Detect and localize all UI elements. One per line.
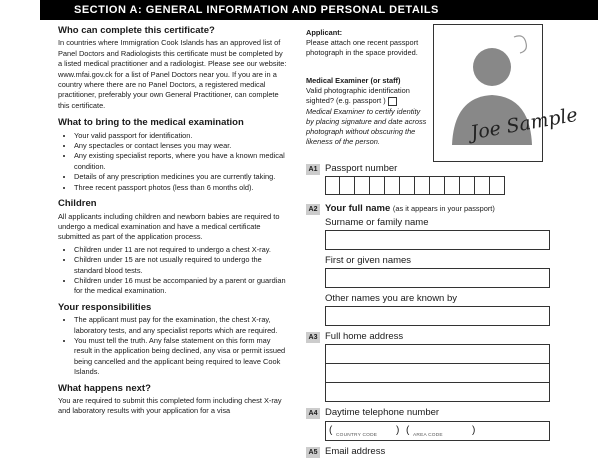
surname-label: Surname or family name (325, 217, 429, 228)
passport-digit-cell[interactable] (475, 176, 490, 195)
given-names-field[interactable] (325, 268, 550, 288)
passport-number-label: Passport number (325, 163, 398, 174)
passport-digit-cell[interactable] (490, 176, 505, 195)
instructions-column (58, 26, 288, 424)
list-item: • Your valid passport for identification. (74, 131, 288, 141)
full-name-heading (325, 203, 495, 214)
tag-a2: A2 (306, 204, 320, 215)
other-names-field[interactable] (325, 306, 550, 326)
other-names-label: Other names you are known by (325, 293, 458, 304)
home-address-label: Full home address (325, 331, 404, 342)
tag-a3: A3 (306, 332, 320, 343)
passport-digit-cell[interactable] (370, 176, 385, 195)
responsibilities-heading: Your responsibilities (58, 301, 152, 313)
id-sighted-checkbox[interactable] (388, 97, 397, 106)
address-line-1[interactable] (325, 344, 550, 364)
tag-a5: A5 (306, 447, 320, 458)
passport-number-field[interactable] (325, 176, 505, 195)
next-body: You are required to submit this completed form including chest X-ray and laboratory results with your application for a visa (58, 396, 282, 416)
next-heading: What happens next? (58, 382, 151, 394)
passport-digit-cell[interactable] (415, 176, 430, 195)
address-line-3[interactable] (325, 382, 550, 402)
passport-digit-cell[interactable] (340, 176, 355, 195)
area-code-open-bracket: ( (406, 425, 410, 436)
tag-a1: A1 (306, 164, 320, 175)
examiner-note: Medical Examiner to certify identity by placing signature and date across photograph without obscuring the likeness of the person. (306, 106, 427, 147)
examiner-text: Valid photographic identification sighted? (e.g. passport ) (306, 86, 410, 106)
applicant-text: Please attach one recent passport photograph in the space provided. (306, 38, 419, 58)
children-body: All applicants including children and newborn babies are required to undergo a medical examination and have a medical certificate submitted as part of the application process. (58, 211, 280, 242)
examiner-label: Medical Examiner (or staff) (306, 76, 401, 85)
list-item: • Three recent passport photos (less than 6 months old). (74, 183, 288, 193)
passport-digit-cell[interactable] (355, 176, 370, 195)
section-header: SECTION A: GENERAL INFORMATION AND PERSONAL DETAILS (40, 0, 598, 20)
country-code-close-bracket: ) (396, 425, 400, 436)
country-code-label: COUNTRY CODE (336, 433, 378, 438)
list-item: • Children under 16 must be accompanied by a parent or guardian for the medical examination. (74, 276, 288, 297)
bring-heading: What to bring to the medical examination (58, 117, 244, 129)
passport-digit-cell[interactable] (385, 176, 400, 195)
bring-list (58, 131, 288, 193)
list-item: • Details of any prescription medicines you are currently taking. (74, 172, 288, 182)
full-name-hint: (as it appears in your passport) (392, 204, 495, 213)
country-code-open-bracket: ( (329, 425, 333, 436)
given-names-label: First or given names (325, 255, 412, 266)
sample-signature: Joe Sample (468, 103, 580, 145)
phone-field[interactable] (325, 421, 550, 441)
children-list (58, 245, 288, 297)
area-code-close-bracket: ) (472, 425, 476, 436)
list-item: • Any spectacles or contact lenses you may wear. (74, 141, 288, 151)
passport-digit-cell[interactable] (325, 176, 340, 195)
who-heading: Who can complete this certificate? (58, 25, 215, 36)
email-label: Email address (325, 446, 386, 457)
list-item: • You must tell the truth. Any false statement on this form may result in the application being declined, any visa or permit issued being cancelled and the applicant being required to leave Cook Islands. (74, 336, 288, 378)
examiner-instructions (306, 76, 430, 147)
list-item: • Children under 15 are not usually required to undergo the standard blood tests. (74, 255, 288, 276)
who-body: In countries where Immigration Cook Islands has an approved list of Panel Doctors and Radiologists this certificate must be completed by a listed medical practitioner and a radiologist. Please see our website: www.mfai.gov.ck for a list of Panel Doctors near you. If you are in a country where there are no Panel Doctors, a registered medical practitioner, preferably your own General Practitioner, can complete this certificate. (58, 38, 287, 110)
passport-digit-cell[interactable] (430, 176, 445, 195)
surname-field[interactable] (325, 230, 550, 250)
tag-a4: A4 (306, 408, 320, 419)
children-heading: Children (58, 198, 97, 210)
list-item: • Children under 11 are not required to undergo a chest X-ray. (74, 245, 288, 255)
passport-digit-cell[interactable] (460, 176, 475, 195)
full-name-label: Your full name (325, 203, 391, 214)
area-code-label: AREA CODE (413, 433, 443, 438)
phone-label: Daytime telephone number (325, 407, 440, 418)
list-item: • Any existing specialist reports, where you have a known medical condition. (74, 151, 288, 172)
applicant-instructions (306, 28, 426, 59)
passport-digit-cell[interactable] (400, 176, 415, 195)
responsibilities-list (58, 315, 288, 377)
applicant-label: Applicant: (306, 28, 343, 37)
address-line-2[interactable] (325, 363, 550, 383)
list-item: • The applicant must pay for the examination, the chest X-ray, laboratory tests, and any specialist reports which are required. (74, 315, 288, 336)
passport-digit-cell[interactable] (445, 176, 460, 195)
